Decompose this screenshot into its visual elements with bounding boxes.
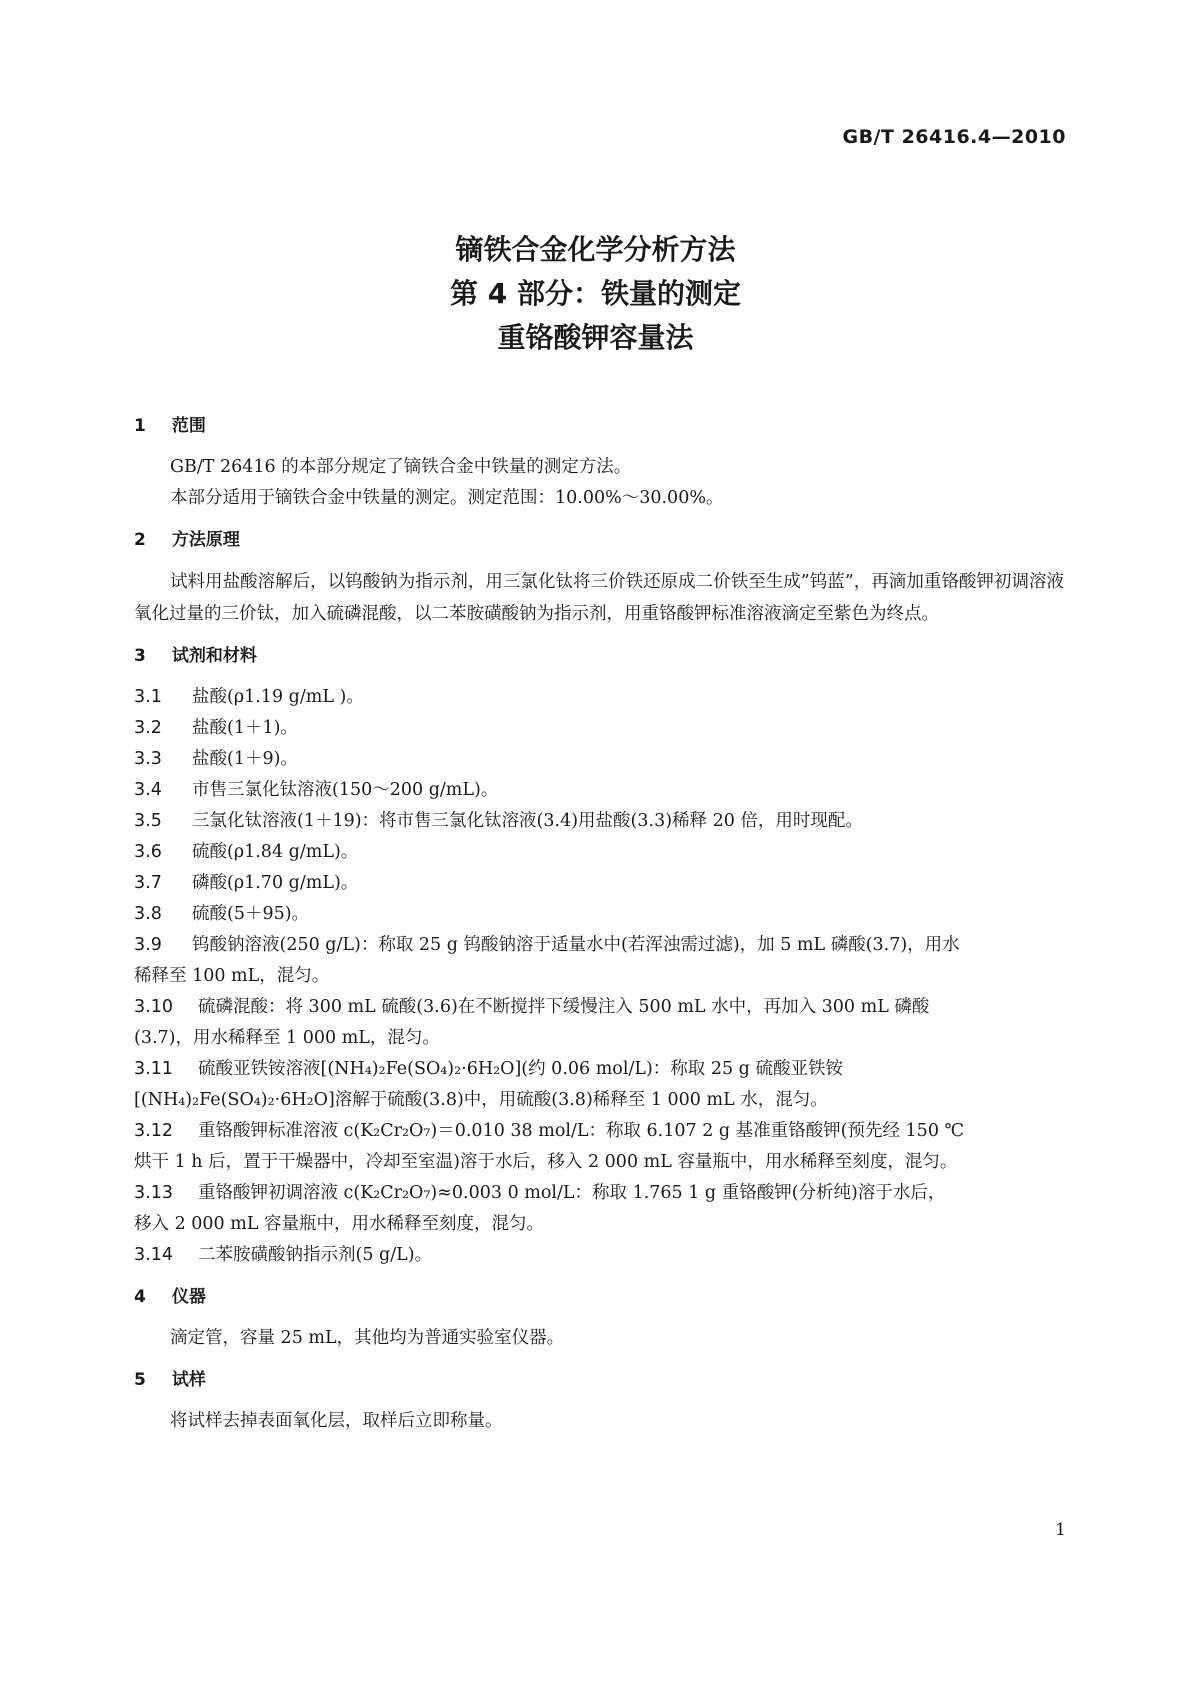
- item-text: 重铬酸钾初调溶液 c(K₂Cr₂O₇)≈0.003 0 mol/L：称取 1.765 1 g 重铬酸钾(分析纯)溶于水后，: [198, 1183, 946, 1203]
- list-item: [134, 899, 1064, 930]
- item-number: 3.9: [134, 935, 162, 955]
- item-text: 钨酸钠溶液(250 g/L)：称取 25 g 钨酸钠溶于适量水中(若浑浊需过滤)，加 5 mL 磷酸(3.7)，用水: [192, 935, 960, 955]
- section-heading-sample: [134, 1364, 1064, 1396]
- paragraph: 滴定管，容量 25 mL，其他均为普通实验室仪器。: [170, 1328, 565, 1348]
- list-item: [134, 682, 1064, 713]
- section-title: 试样: [171, 1370, 206, 1390]
- section-heading-principle: [134, 524, 1064, 556]
- item-text: 盐酸(1＋9)。: [192, 749, 298, 769]
- item-text: 硫酸(ρ1.84 g/mL)。: [192, 842, 359, 862]
- section-number: 1: [134, 416, 146, 436]
- item-number: 3.13: [134, 1183, 173, 1203]
- item-text: 二苯胺磺酸钠指示剂(5 g/L)。: [198, 1245, 433, 1265]
- paragraph: 本部分适用于镝铁合金中铁量的测定。测定范围：10.00%～30.00%。: [170, 488, 724, 508]
- item-text: 市售三氯化钛溶液(150～200 g/mL)。: [192, 780, 499, 800]
- item-continuation: 移入 2 000 mL 容量瓶中，用水稀释至刻度，混匀。: [134, 1214, 545, 1234]
- item-text: 磷酸(ρ1.70 g/mL)。: [192, 873, 359, 893]
- section-number: 5: [134, 1370, 146, 1390]
- item-text: 盐酸(1＋1)。: [192, 718, 298, 738]
- item-text: 硫酸亚铁铵溶液[(NH₄)₂Fe(SO₄)₂·6H₂O](约 0.06 mol/L)：称取 25 g 硫酸亚铁铵: [198, 1059, 843, 1079]
- item-number: 3.3: [134, 749, 162, 769]
- item-number: 3.5: [134, 811, 162, 831]
- item-number: 3.11: [134, 1059, 173, 1079]
- standard-number: GB/T 26416.4—2010: [842, 126, 1066, 148]
- title-line-2: 第 4 部分：铁量的测定: [450, 277, 741, 310]
- item-continuation: 稀释至 100 mL，混匀。: [134, 966, 330, 986]
- list-item: [134, 744, 1064, 775]
- list-item: [134, 1178, 1064, 1209]
- item-text: 硫磷混酸：将 300 mL 硫酸(3.6)在不断搅拌下缓慢注入 500 mL 水中，再加入 300 mL 磷酸: [198, 997, 930, 1017]
- section-number: 4: [134, 1287, 146, 1307]
- list-item: [134, 992, 1064, 1023]
- section-number: 2: [134, 530, 146, 550]
- item-continuation: [(NH₄)₂Fe(SO₄)₂·6H₂O]溶解于硫酸(3.8)中，用硫酸(3.8)稀释至 1 000 mL 水，混匀。: [134, 1090, 828, 1110]
- list-item: [134, 868, 1064, 899]
- item-number: 3.12: [134, 1121, 173, 1141]
- list-item: [134, 806, 1064, 837]
- section-title: 范围: [171, 416, 206, 436]
- title-line-3: 重铬酸钾容量法: [497, 321, 694, 354]
- section-heading-apparatus: [134, 1281, 1064, 1313]
- item-text: 硫酸(5＋95)。: [192, 904, 310, 924]
- item-continuation: (3.7)，用水稀释至 1 000 mL，混匀。: [134, 1028, 440, 1048]
- title-line-1: 镝铁合金化学分析方法: [455, 233, 736, 266]
- section-heading-reagents: [134, 640, 1064, 672]
- section-number: 3: [134, 646, 146, 666]
- item-text: 盐酸(ρ1.19 g/mL )。: [192, 687, 364, 707]
- paragraph: 将试样去掉表面氧化层，取样后立即称量。: [170, 1411, 503, 1431]
- item-continuation: 烘干 1 h 后，置于干燥器中，冷却至室温)溶于水后，移入 2 000 mL 容量瓶中，用水稀释至刻度，混匀。: [134, 1152, 958, 1172]
- page-number: 1: [1055, 1520, 1066, 1540]
- list-item: [134, 837, 1064, 868]
- paragraph: GB/T 26416 的本部分规定了镝铁合金中铁量的测定方法。: [170, 457, 632, 477]
- section-heading-scope: [134, 410, 1064, 442]
- item-number: 3.8: [134, 904, 162, 924]
- document-body: [134, 410, 1064, 1437]
- list-item: [134, 1054, 1064, 1085]
- item-number: 3.4: [134, 780, 162, 800]
- item-number: 3.14: [134, 1245, 173, 1265]
- list-item: [134, 1240, 1064, 1271]
- section-title: 仪器: [171, 1287, 206, 1307]
- item-text: 三氯化钛溶液(1＋19)：将市售三氯化钛溶液(3.4)用盐酸(3.3)稀释 20 倍，用时现配。: [192, 811, 863, 831]
- list-item: [134, 1116, 1064, 1147]
- item-number: 3.6: [134, 842, 162, 862]
- item-text: 重铬酸钾标准溶液 c(K₂Cr₂O₇)＝0.010 38 mol/L：称取 6.107 2 g 基准重铬酸钾(预先经 150 ℃: [198, 1121, 965, 1141]
- list-item: [134, 713, 1064, 744]
- section-title: 方法原理: [171, 530, 240, 550]
- paragraph: 试料用盐酸溶解后，以钨酸钠为指示剂，用三氯化钛将三价铁还原成二价铁至生成”钨蓝”，再滴加重铬酸钾初调溶液氧化过量的三价钛，加入硫磷混酸，以二苯胺磺酸钠为指示剂，用重铬酸钾标准溶液滴定至紫色为终点。: [134, 572, 1064, 624]
- item-number: 3.7: [134, 873, 162, 893]
- item-number: 3.2: [134, 718, 162, 738]
- item-number: 3.10: [134, 997, 173, 1017]
- section-title: 试剂和材料: [171, 646, 257, 666]
- item-number: 3.1: [134, 687, 162, 707]
- document-title: [0, 228, 1191, 360]
- list-item: [134, 930, 1064, 961]
- list-item: [134, 775, 1064, 806]
